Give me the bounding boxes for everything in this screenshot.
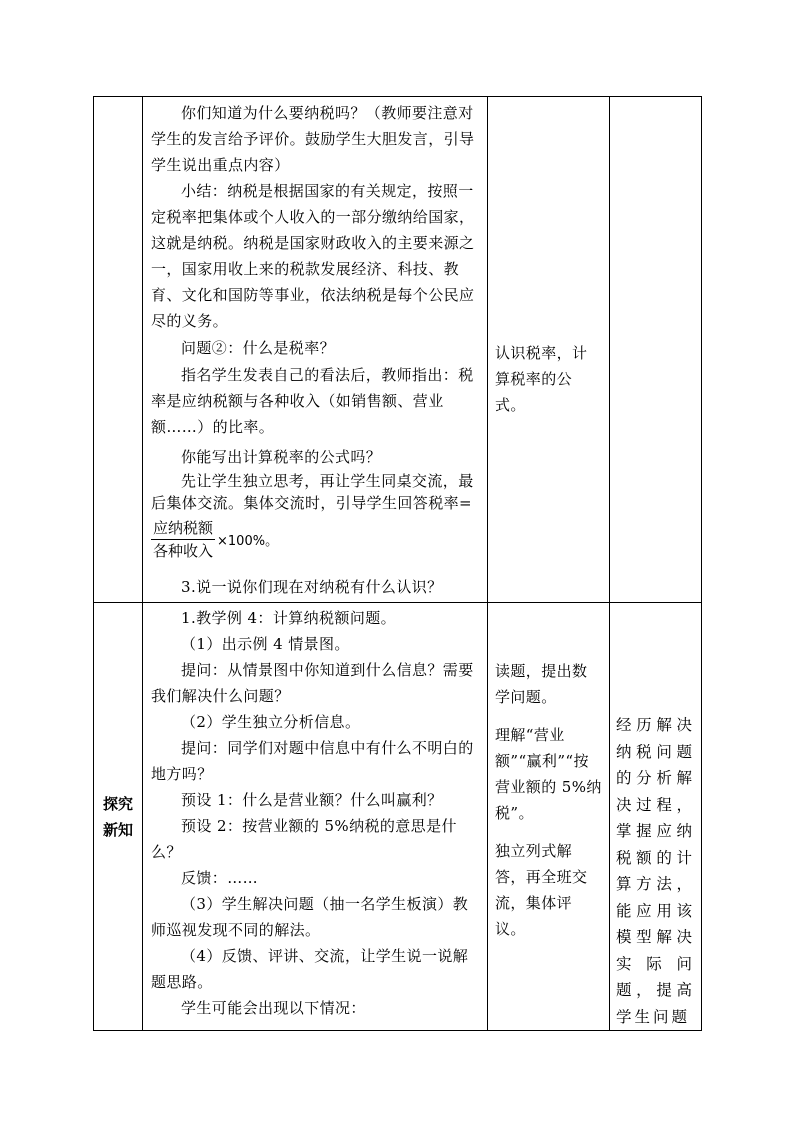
process-paragraph: （2）学生独立分析信息。	[181, 713, 361, 731]
student-activity-cell	[488, 603, 610, 1031]
process-paragraph: （4）反馈、评讲、交流，让学生说一说解题思路。	[151, 947, 469, 991]
formula-numerator: 应纳税额	[151, 518, 215, 540]
process-paragraph: 1.教学例 4：计算纳税额问题。	[181, 609, 397, 627]
student-activity-text: 读题，提出数学问题。	[495, 662, 588, 706]
process-paragraph: 学生可能会出现以下情况：	[181, 999, 366, 1017]
stage-label: 探究新知	[102, 794, 133, 839]
stage-cell-empty	[94, 97, 143, 603]
process-paragraph: 预设 1：什么是营业额？什么叫赢利？	[181, 791, 443, 809]
formula-denominator: 各种收入	[153, 542, 214, 560]
process-paragraph: 预设 2：按营业额的 5%纳税的意思是什么？	[151, 817, 457, 861]
tax-rate-formula	[143, 518, 487, 561]
student-activity-text: 独立列式解答，再全班交流，集体评议。	[495, 842, 588, 938]
process-paragraph: 问题②：什么是税率？	[181, 339, 336, 357]
process-paragraph: 先让学生独立思考，再让学生同桌交流，最后集体交流。集体交流时，引导学生回答税率=	[151, 472, 474, 512]
process-paragraph: 3.说一说你们现在对纳税有什么认识？	[181, 578, 443, 596]
teaching-process-cell	[143, 603, 488, 1031]
process-paragraph: 指名学生发表自己的看法后，教师指出：税率是应纳税额与各种收入（如销售额、营业额……）的比率。	[151, 366, 474, 436]
student-activity-cell	[488, 97, 610, 603]
process-paragraph: （3）学生解决问题（抽一名学生板演）教师巡视发现不同的解法。	[151, 895, 469, 939]
process-paragraph: 提问：从情景图中你知道到什么信息？需要我们解决什么问题？	[151, 661, 474, 705]
process-paragraph: 提问：同学们对题中信息中有什么不明白的地方吗？	[151, 739, 474, 783]
process-paragraph: 你们知道为什么要纳税吗？（教师要注意对学生的发言给予评价。鼓励学生大胆发言，引导学生说出重点内容）	[151, 104, 475, 174]
process-paragraph: 小结：纳税是根据国家的有关规定，按照一定税率把集体或个人收入的一部分缴纳给国家，这就是纳税。纳税是国家财政收入的主要来源之一，国家用收上来的税款发展经济、科技、教育、文化和国防等事业，依法纳税是每个公民应尽的义务。	[151, 182, 475, 330]
teaching-process-cell	[143, 97, 488, 603]
lesson-plan-table	[93, 96, 702, 1031]
table-row	[94, 603, 702, 1031]
formula-fraction	[151, 518, 215, 561]
process-paragraph: （1）出示例 4 情景图。	[181, 635, 350, 653]
student-activity-text: 理解“营业额”“赢利”“按营业额的 5%纳税”。	[495, 726, 602, 822]
design-intent-text: 经历解决纳税问题的分析解决过程，掌握应纳税额的计算方法，能应用该模型解决实际问题，提高学生问题	[616, 716, 695, 1026]
design-intent-cell	[610, 603, 702, 1031]
process-paragraph: 你能写出计算税率的公式吗？	[181, 448, 382, 466]
process-paragraph: 反馈：……	[181, 869, 259, 887]
student-activity-text: 认识税率，计算税率的公式。	[495, 344, 588, 414]
design-intent-cell-empty	[610, 97, 702, 603]
stage-label-cell	[94, 603, 143, 1031]
table-row	[94, 97, 702, 603]
formula-suffix: ×100%。	[217, 534, 279, 549]
